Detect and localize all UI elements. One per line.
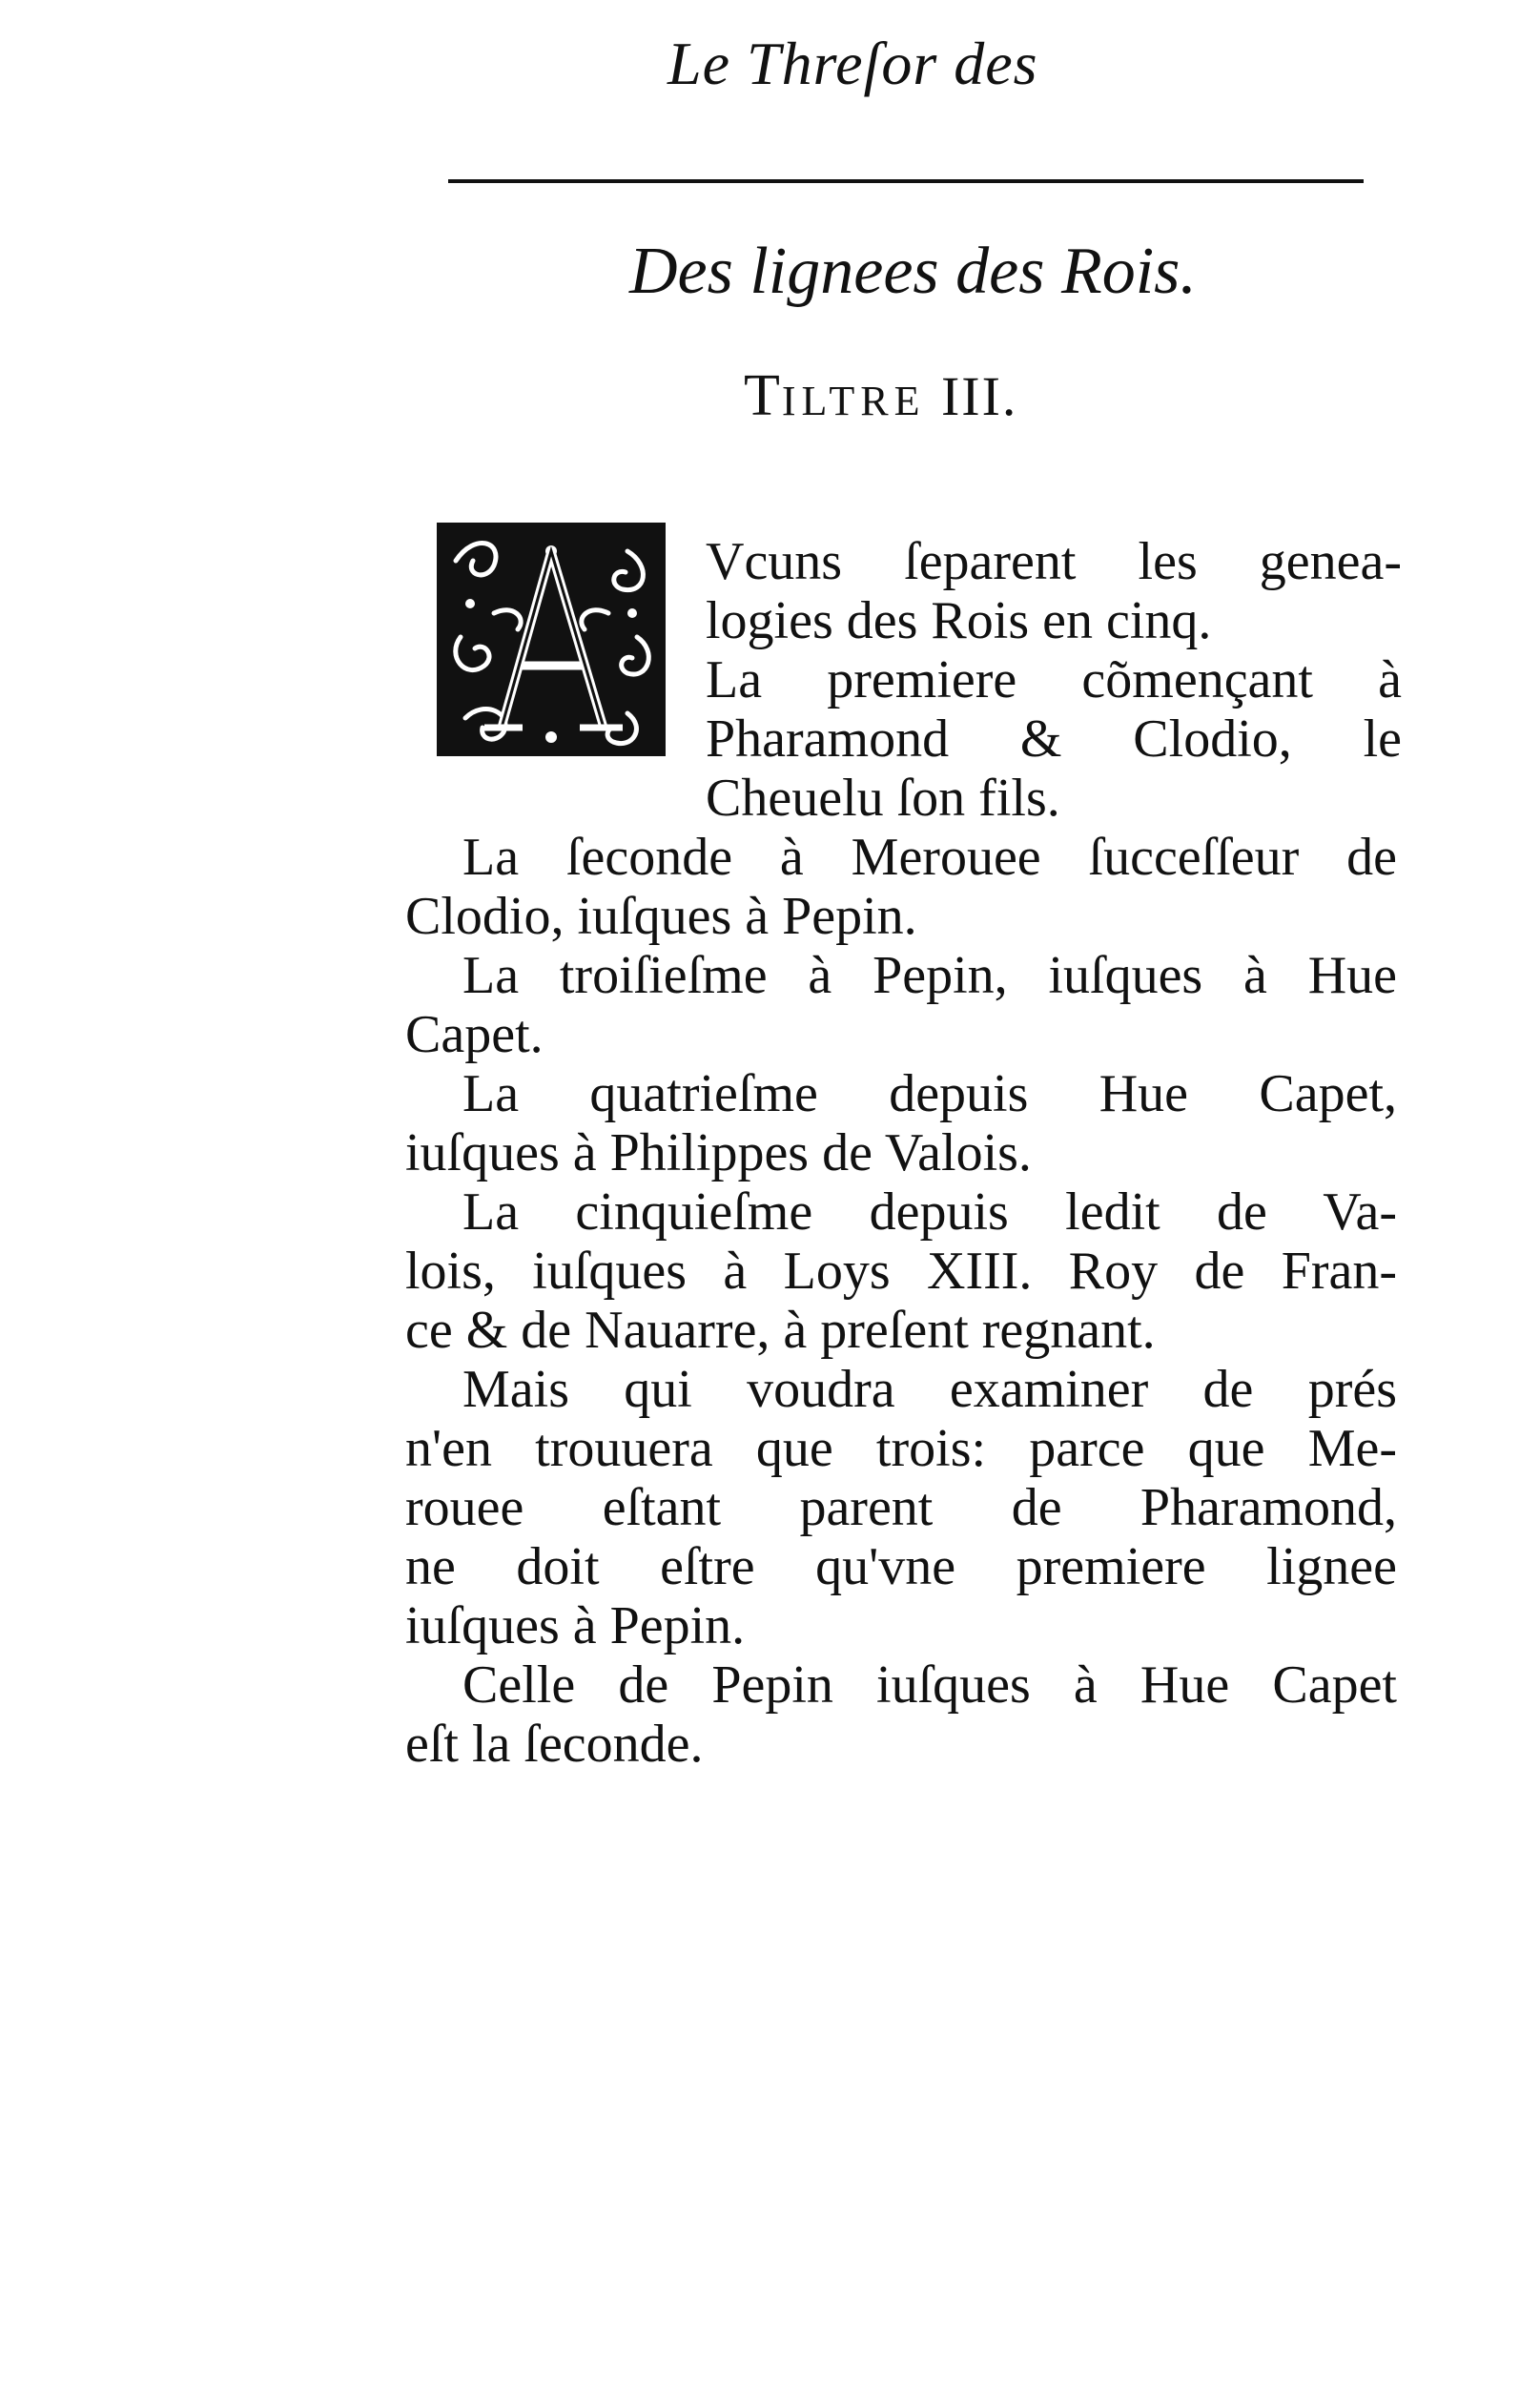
text-line: La ſeconde à Merouee ſucceſſeur de: [462, 828, 1397, 887]
body-text: [405, 828, 1397, 1774]
text-line: lois, iuſques à Loys XIII. Roy de Fran-: [405, 1242, 1397, 1301]
text-line: rouee eſtant parent de Pharamond,: [405, 1478, 1397, 1537]
text-line: Clodio, iuſques à Pepin.: [405, 887, 917, 946]
header-rule: [448, 179, 1364, 183]
text-line: iuſques à Philippes de Valois.: [405, 1123, 1032, 1182]
chapter-title: Des lignees des Rois.: [629, 235, 1197, 308]
text-line: Cheuelu ſon fils.: [706, 769, 1060, 828]
ornamental-initial-svg: [437, 523, 666, 756]
text-line: Vcuns ſeparent les genea-: [706, 532, 1402, 591]
chapter-number-initial: T: [744, 363, 782, 428]
text-line: Mais qui voudra examiner de prés: [462, 1360, 1397, 1419]
text-line: ce & de Nauarre, à preſent regnant.: [405, 1301, 1156, 1360]
text-line: Pharamond & Clodio, le: [706, 709, 1402, 769]
text-line: logies des Rois en cinq.: [706, 591, 1212, 650]
text-line: La quatrieſme depuis Hue Capet,: [462, 1064, 1397, 1123]
running-head: Le Threſor des: [667, 30, 1038, 97]
chapter-number: [744, 362, 1017, 430]
text-line: iuſques à Pepin.: [405, 1596, 746, 1655]
ornamental-initial-A-icon: [437, 523, 666, 756]
text-line: ne doit eſtre qu'vne premiere lignee: [405, 1537, 1397, 1596]
text-line: La cinquieſme depuis ledit de Va-: [462, 1182, 1397, 1242]
text-line: Capet.: [405, 1005, 544, 1064]
text-line: La troiſieſme à Pepin, iuſques à Hue: [462, 946, 1397, 1005]
text-line: La premiere cõmençant à: [706, 650, 1402, 709]
chapter-number-numeral: III.: [940, 365, 1018, 427]
text-line: eſt la ſeconde.: [405, 1715, 704, 1774]
text-line: Celle de Pepin iuſques à Hue Capet: [462, 1655, 1397, 1715]
text-line: n'en trouuera que trois: parce que Me-: [405, 1419, 1397, 1478]
chapter-number-smallcaps: ILTRE: [781, 378, 926, 424]
drop-cap-paragraph: [706, 532, 1402, 828]
